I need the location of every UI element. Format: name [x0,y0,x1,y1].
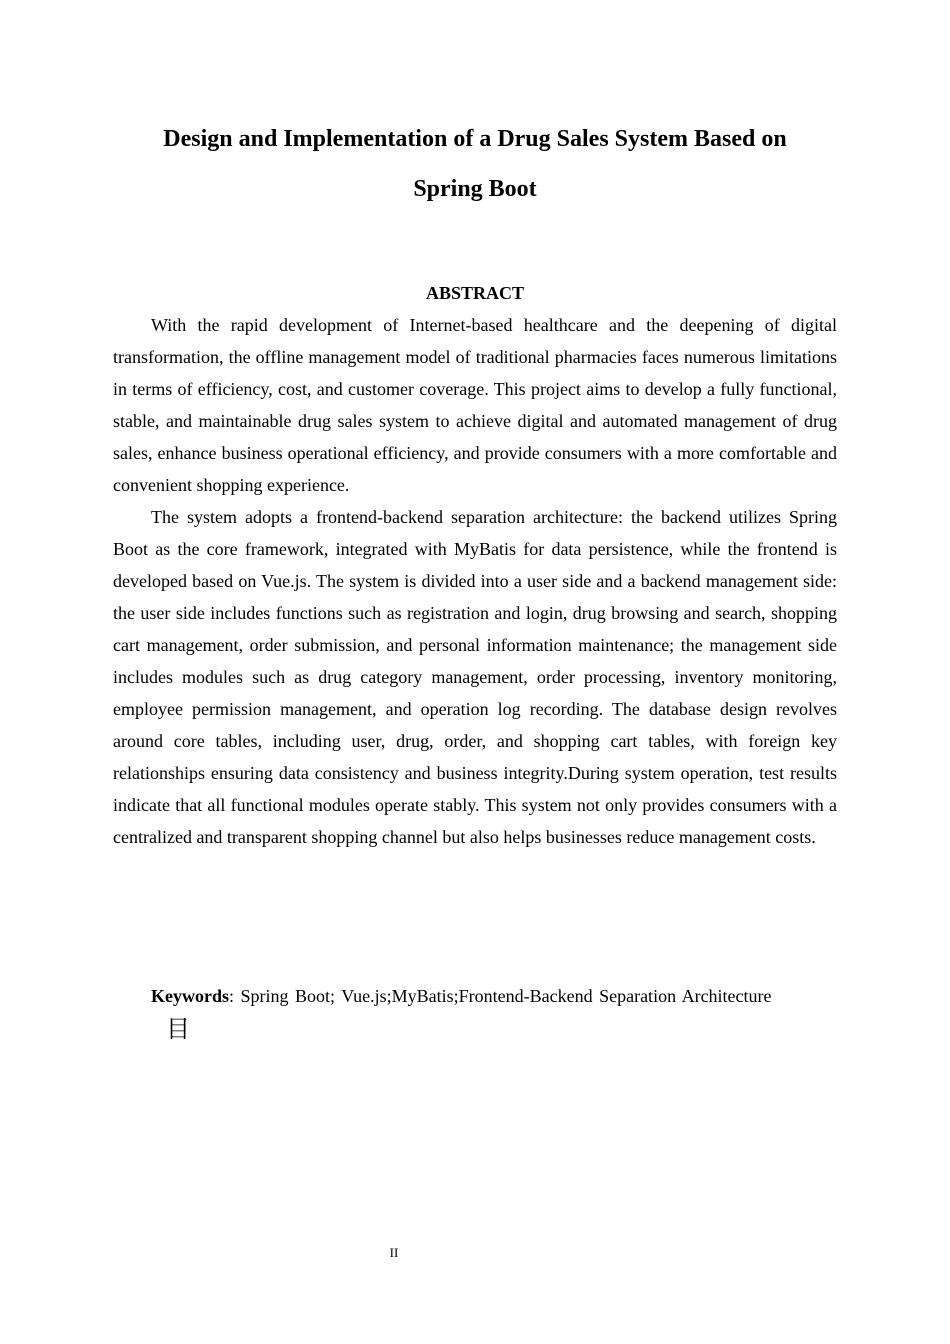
keywords-text: Spring Boot; Vue.js;MyBatis;Frontend-Backend Separation Architecture [240,986,772,1006]
table-of-contents-heading-fragment: 目 [166,1015,190,1043]
keywords-line [151,980,851,1012]
paper-title-line-1: Design and Implementation of a Drug Sales System Based on [163,126,787,152]
abstract-heading: ABSTRACT [425,283,525,303]
abstract-body [113,309,837,853]
abstract-paragraph-1: With the rapid development of Internet-based healthcare and the deepening of digital transformation, the offline management model of traditional pharmacies faces numerous limitations in terms of efficiency, cost, and customer coverage. This project aims to develop a fully functional, stable, and maintainable drug sales system to achieve digital and automated management of drug sales, enhance business operational efficiency, and provide consumers with a more comfortable and convenient shopping experience. [113,315,837,495]
page-number: II [389,1245,399,1260]
abstract-paragraph-2: The system adopts a frontend-backend separation architecture: the backend utilizes Spring Boot as the core framework, integrated with MyBatis for data persistence, while the frontend is developed based on Vue.js. The system is divided into a user side and a backend management side: the user side includes functions such as registration and login, drug browsing and search, shopping cart management, order submission, and personal information maintenance; the management side includes modules such as drug category management, order processing, inventory monitoring, employee permission management, and operation log recording. The database design revolves around core tables, including user, drug, order, and shopping cart tables, with foreign key relationships ensuring data consistency and business integrity.During system operation, test results indicate that all functional modules operate stably. This system not only provides consumers with a centralized and transparent shopping channel but also helps businesses reduce management costs. [113,507,837,847]
keywords-separator: : [229,986,241,1006]
keywords-label: Keywords [151,986,229,1006]
paper-title [113,114,837,214]
paper-title-line-2: Spring Boot [413,176,537,202]
